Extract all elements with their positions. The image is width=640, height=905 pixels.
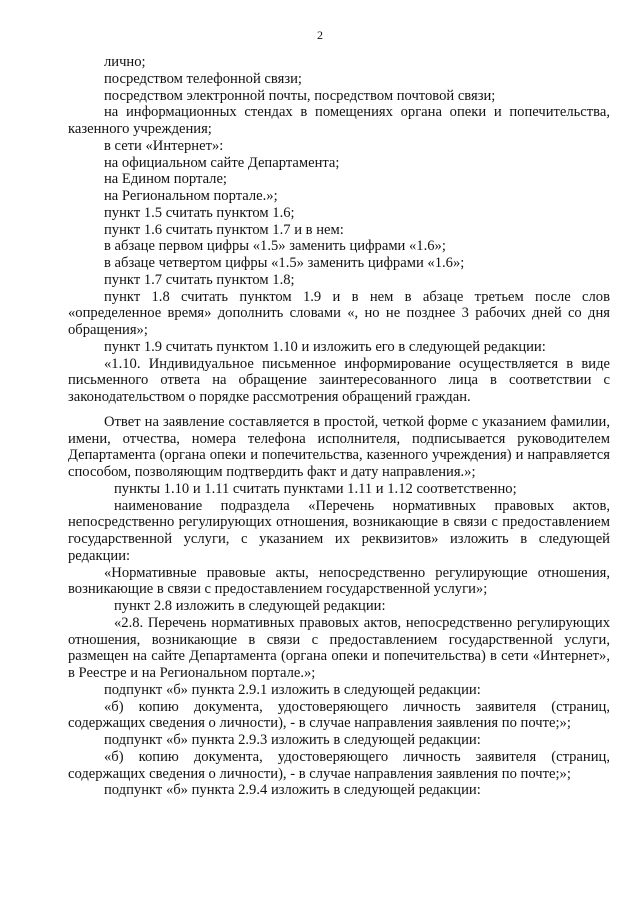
paragraph: в абзаце первом цифры «1.5» заменить цифрами «1.6»; [104, 238, 446, 255]
paragraph: в сети «Интернет»: [104, 137, 224, 154]
paragraph: на информационных стендах в помещениях органа опеки и попечительства, казенного учреждения; [68, 104, 610, 137]
paragraph: подпункт «б» пункта 2.9.1 изложить в следующей редакции: [104, 681, 481, 698]
paragraph: «Нормативные правовые акты, непосредственно регулирующие отношения, возникающие в связи с предоставлением государственной услуги»; [68, 564, 610, 598]
paragraph: «1.10. Индивидуальное письменное информирование осуществляется в виде письменного ответа на обращение заинтересованного лица в соответствии с законодательством о порядке рассмотрения обращений граждан. [68, 355, 610, 405]
paragraph: пункт 2.8 изложить в следующей редакции: [114, 598, 386, 614]
paragraph: на Едином портале; [104, 171, 227, 188]
paragraph: на Региональном портале.»; [104, 188, 278, 204]
paragraph: «б) копию документа, удостоверяющего личность заявителя (страниц, содержащих сведения о личности), - в случае направления заявления по почте;»; [68, 698, 610, 732]
paragraph: подпункт «б» пункта 2.9.4 изложить в следующей редакции: [104, 782, 481, 799]
paragraph: посредством телефонной связи; [104, 70, 302, 87]
page-number: 2 [317, 28, 323, 42]
paragraph: в абзаце четвертом цифры «1.5» заменить цифрами «1.6»; [104, 255, 465, 271]
paragraph: пункт 1.7 считать пунктом 1.8; [104, 271, 295, 288]
paragraph: лично; [104, 54, 146, 70]
paragraph: пункты 1.10 и 1.11 считать пунктами 1.11 и 1.12 соответственно; [114, 480, 517, 497]
paragraph: подпункт «б» пункта 2.9.3 изложить в следующей редакции: [104, 732, 481, 748]
paragraph: Ответ на заявление составляется в простой, четкой форме с указанием фамилии, имени, отчества, номера телефона исполнителя, подписывается руководителем Департамента (органа опеки и попечительства, казенного учреждения) и направляется способом, позволяющим подтвердить факт и дату направления.»; [68, 413, 610, 480]
paragraph: на официальном сайте Департамента; [104, 154, 340, 171]
paragraph: «2.8. Перечень нормативных правовых актов, непосредственно регулирующих отношения, возникающие в связи с предоставлением государственной услуги, размещен на сайте Департамента (органа опеки и попечительства) в сети «Интернет», в Реестре и на Региональном портале.»; [68, 614, 610, 681]
paragraph: «б) копию документа, удостоверяющего личность заявителя (страниц, содержащих сведения о личности), - в случае направления заявления по почте;»; [68, 748, 610, 782]
paragraph: пункт 1.9 считать пунктом 1.10 и изложить его в следующей редакции: [104, 338, 546, 355]
paragraph: пункт 1.6 считать пунктом 1.7 и в нем: [104, 221, 344, 238]
paragraph: наименование подраздела «Перечень нормативных правовых актов, непосредственно регулирующих отношения, возникающие в связи с предоставлением государственной услуги, с указанием их реквизитов» изложить в следующей редакции: [68, 497, 610, 564]
paragraph: посредством электронной почты, посредством почтовой связи; [104, 87, 496, 104]
paragraph: пункт 1.8 считать пунктом 1.9 и в нем в абзаце третьем после слов «определенное время» дополнить словами «, но не позднее 3 рабочих дней со дня обращения»; [68, 288, 610, 338]
paragraph: пункт 1.5 считать пунктом 1.6; [104, 204, 295, 221]
document-body [68, 54, 610, 799]
